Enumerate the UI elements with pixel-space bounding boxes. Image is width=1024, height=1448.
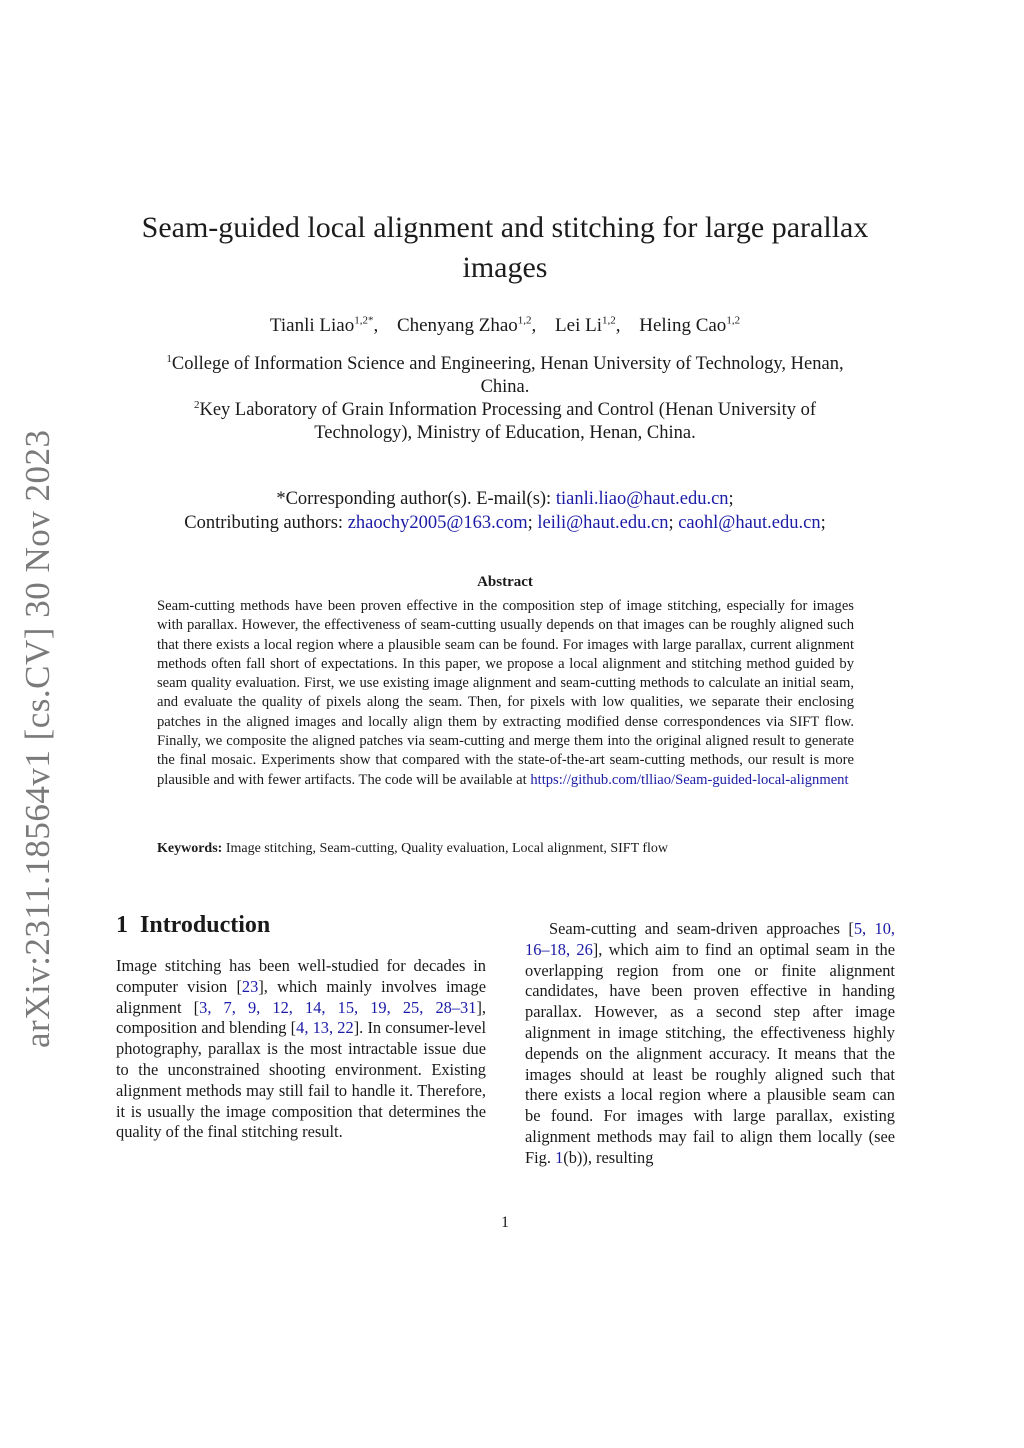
affiliation-1: $^1$College of Information Science and Engineering, Henan University of Technology, Henan, <box>166 352 844 374</box>
corresponding-author-line: *Corresponding author(s). E-mail(s): tianli.liao@haut.edu.cn; <box>276 489 734 509</box>
corresponding-email-link[interactable]: tianli.liao@haut.edu.cn <box>555 489 729 509</box>
author-2: Chenyang Zhao$^{1,2}$, <box>396 314 537 336</box>
title-line-2: images <box>462 251 548 284</box>
section-heading-introduction <box>116 912 270 939</box>
affiliation-2-cont: Technology), Ministry of Education, Henan, China. <box>314 423 696 443</box>
contrib-email-link-3[interactable]: caohl@haut.edu.cn <box>678 513 821 533</box>
contributing-authors-line: Contributing authors: zhaochy2005@163.com; leili@haut.edu.cn; caohl@haut.edu.cn; <box>184 513 826 533</box>
title-line-1: Seam-guided local alignment and stitching for large parallax <box>141 211 869 244</box>
paper-title <box>120 208 890 288</box>
contrib-email-link-2[interactable]: leili@haut.edu.cn <box>537 513 669 533</box>
abstract-heading: Abstract <box>477 574 533 590</box>
keywords-text: Image stitching, Seam-cutting, Quality evaluation, Local alignment, SIFT flow <box>225 841 669 856</box>
intro-left-column <box>116 956 486 1143</box>
keywords-label: Keywords: <box>157 841 223 856</box>
page-number: 1 <box>501 1214 509 1231</box>
abstract-body: Seam-cutting methods have been proven effective in the composition step of image stitching, especially for images with parallax. However, the effectiveness of seam-cutting usually depends on that images can be roughly aligned such that there exists a local region where a plausible seam can be found. For images with large parallax, current alignment methods often fall short of expectations. In this paper, we propose a local alignment and stitching method guided by seam quality evaluation. First, we use existing image alignment and seam-cutting methods to calculate an initial seam, and evaluate the quality of pixels along the seam. Then, for pixels with low qualities, we separate their enclosing patches in the aligned images and locally align them by extracting modified dense correspondences via SIFT flow. Finally, we composite the aligned patches via seam-cutting and merge them into the original aligned result to generate the final mosaic. Experiments show that compared with the state-of-the-art seam-cutting methods, our result is more plausible and with fewer artifacts. The code will be available at https://github.com/tlliao/Seam-guided-local-alignment <box>157 598 854 788</box>
affiliation-1-cont: China. <box>480 377 530 397</box>
author-3: Lei Li$^{1,2}$, <box>555 314 621 336</box>
arxiv-identifier-stamp: arXiv:2311.18564v1 [cs.CV] 30 Nov 2023 <box>18 429 57 1048</box>
section-number: 1 <box>116 912 128 938</box>
affiliation-2: $^2$Key Laboratory of Grain Information Processing and Control (Henan University of <box>193 398 816 420</box>
code-url-link[interactable]: https://github.com/tlliao/Seam-guided-local-alignment <box>530 771 849 788</box>
citation-link[interactable]: 23 <box>241 976 259 996</box>
citation-link[interactable]: 3, 7, 9, 12, 14, 15, 19, 25, 28–31 <box>199 997 477 1017</box>
affiliations <box>120 353 890 445</box>
citation-link[interactable]: 5, 10, 16–18, 26 <box>525 919 895 959</box>
author-4: Heling Cao$^{1,2}$ <box>639 314 741 336</box>
figure-reference-link[interactable]: 1 <box>555 1147 564 1167</box>
correspondence-block <box>120 487 890 535</box>
citation-link[interactable]: 4, 13, 22 <box>296 1018 354 1038</box>
intro-right-column <box>525 919 895 1169</box>
author-list <box>120 315 890 337</box>
section-title: Introduction <box>140 912 271 938</box>
intro-paragraph-1: Image stitching has been well-studied for decades in computer vision [23], which mainly involves image alignment [3, 7, 9, 12, 14, 15, 19, 25, 28–31], composition and blending [4, 13, 22]. In consumer-level photography, parallax is the most intractable issue due to the unconstrained shooting environment. Existing alignment methods may still fail to handle it. Therefore, it is usually the image composition that determines the quality of the final stitching result. <box>116 956 487 1142</box>
keywords <box>157 841 854 857</box>
contrib-email-link-1[interactable]: zhaochy2005@163.com <box>347 513 528 533</box>
intro-paragraph-2: Seam-cutting and seam-driven approaches [5, 10, 16–18, 26], which aim to find an optimal seam in the overlapping region from one or finite alignment candidates, have been proven effective in handing parallax. However, as a second step after image alignment in image stitching, the effectiveness highly depends on the alignment accuracy. It means that the images should at least be roughly aligned such that there exists a local region where a plausible seam can be found. For images with large parallax, existing alignment methods may fail to align them locally (see Fig. 1(b)), resulting <box>525 919 896 1167</box>
author-1: Tianli Liao$^{1,2*}$, <box>269 314 379 336</box>
